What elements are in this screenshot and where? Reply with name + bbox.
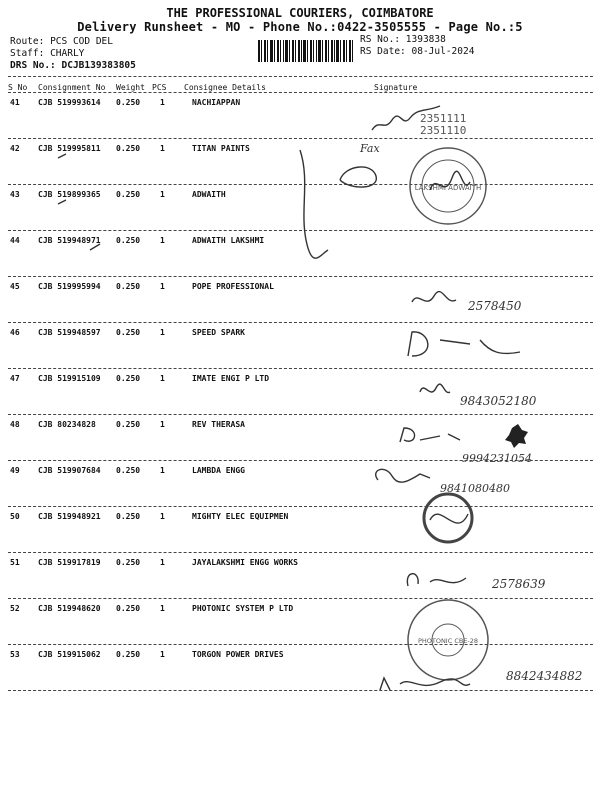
- row-consignment: CJB 519993614: [38, 98, 101, 107]
- row-consignment: CJB 519948971: [38, 236, 101, 245]
- row-weight: 0.250: [116, 282, 141, 291]
- row-pcs: 1: [160, 558, 165, 567]
- row-sno: 50: [10, 512, 20, 521]
- row-weight: 0.250: [116, 328, 141, 337]
- row-divider: [8, 644, 593, 645]
- row-sno: 41: [10, 98, 20, 107]
- phone-51: 2578639: [492, 577, 546, 591]
- row-pcs: 1: [160, 144, 165, 153]
- row-sno: 46: [10, 328, 20, 337]
- row-consignment: CJB 519948620: [38, 604, 101, 613]
- table-row: [8, 644, 593, 690]
- stamp-52-text: PHOTONIC CBE-28: [417, 637, 479, 645]
- rs-no-label: RS No.:: [360, 34, 401, 45]
- row-consignment: CJB 519915062: [38, 650, 101, 659]
- route-line: [10, 36, 113, 47]
- stamp-fax-text: Fax: [360, 142, 380, 155]
- row-pcs: 1: [160, 374, 165, 383]
- phone-47: 9843052180: [460, 394, 537, 408]
- table-row: [8, 414, 593, 460]
- row-weight: 0.250: [116, 98, 141, 107]
- row-consignee: JAYALAKSHMI ENGG WORKS: [192, 558, 298, 567]
- row-consignment: CJB 519899365: [38, 190, 101, 199]
- header-rule-top: [8, 76, 593, 77]
- phone-45: 2578450: [468, 299, 522, 313]
- row-sno: 49: [10, 466, 20, 475]
- table-row: [8, 368, 593, 414]
- row-divider: [8, 276, 593, 277]
- row-sno: 53: [10, 650, 20, 659]
- rs-date-label: RS Date:: [360, 46, 406, 57]
- row-divider: [8, 230, 593, 231]
- table-row: [8, 506, 593, 552]
- row-consignee: IMATE ENGI P LTD: [192, 374, 270, 383]
- table-row: [8, 322, 593, 368]
- row-divider: [8, 184, 593, 185]
- row-consignment: CJB 519917819: [38, 558, 101, 567]
- row-divider: [8, 552, 593, 553]
- table-row: [8, 552, 593, 598]
- table-row: [8, 276, 593, 322]
- col-pcs: PCS: [152, 83, 167, 92]
- row-divider: [8, 138, 593, 139]
- row-weight: 0.250: [116, 236, 141, 245]
- row-pcs: 1: [160, 328, 165, 337]
- drs-label: DRS No.:: [10, 60, 56, 71]
- row-consignee: NACHIAPPAN: [192, 98, 241, 107]
- row-weight: 0.250: [116, 420, 141, 429]
- row-consignment: CJB 519995994: [38, 282, 101, 291]
- row-consignee: SPEED SPARK: [192, 328, 245, 337]
- staff-line: [10, 48, 84, 59]
- row-sno: 52: [10, 604, 20, 613]
- staff-value: CHARLY: [50, 48, 85, 59]
- row-weight: 0.250: [116, 144, 141, 153]
- row-consignee: TORGON POWER DRIVES: [192, 650, 284, 659]
- row-pcs: 1: [160, 236, 165, 245]
- row-consignee: MIGHTY ELEC EQUIPMEN: [192, 512, 289, 521]
- row-weight: 0.250: [116, 604, 141, 613]
- drs-line: [10, 60, 136, 71]
- row-divider: [8, 414, 593, 415]
- col-consignee: Consignee Details: [184, 83, 266, 92]
- row-pcs: 1: [160, 650, 165, 659]
- col-signature: Signature: [374, 83, 418, 92]
- row-divider: [8, 460, 593, 461]
- row-weight: 0.250: [116, 190, 141, 199]
- table-row: [8, 230, 593, 276]
- col-consignment: Consignment No: [38, 83, 106, 92]
- rs-no-line: [360, 34, 446, 45]
- row-weight: 0.250: [116, 512, 141, 521]
- table-row: [8, 598, 593, 644]
- col-sno: S No: [8, 83, 28, 92]
- row-consignee: POPE PROFESSIONAL: [192, 282, 274, 291]
- row-consignment: CJB 519948597: [38, 328, 101, 337]
- row-divider: [8, 690, 593, 691]
- row-pcs: 1: [160, 466, 165, 475]
- col-weight: Weight: [116, 83, 145, 92]
- row-consignee: REV THERASA: [192, 420, 245, 429]
- row-sno: 45: [10, 282, 20, 291]
- row-pcs: 1: [160, 512, 165, 521]
- table-row: [8, 138, 593, 184]
- row-consignment: CJB 519907684: [38, 466, 101, 475]
- staff-label: Staff:: [10, 48, 45, 59]
- row-divider: [8, 322, 593, 323]
- phone-49: 9841080480: [440, 482, 510, 495]
- route-value: PCS COD DEL: [50, 36, 113, 47]
- row-consignee: LAMBDA ENGG: [192, 466, 245, 475]
- row-sno: 44: [10, 236, 20, 245]
- row-consignment: CJB 519948921: [38, 512, 101, 521]
- row-pcs: 1: [160, 604, 165, 613]
- row-weight: 0.250: [116, 374, 141, 383]
- row-consignment: CJB 80234828: [38, 420, 96, 429]
- row-weight: 0.250: [116, 558, 141, 567]
- row-consignee: PHOTONIC SYSTEM P LTD: [192, 604, 294, 613]
- phone-48: 9994231054: [462, 452, 532, 465]
- row-consignee: ADWAITH LAKSHMI: [192, 236, 265, 245]
- row-consignee: ADWAITH: [192, 190, 226, 199]
- stamp-43-text: LAKSHMI ADWAITH: [414, 184, 482, 192]
- row-pcs: 1: [160, 98, 165, 107]
- row-weight: 0.250: [116, 650, 141, 659]
- phone-53: 8842434882: [506, 669, 583, 683]
- row-pcs: 1: [160, 282, 165, 291]
- row-weight: 0.250: [116, 466, 141, 475]
- route-label: Route:: [10, 36, 45, 47]
- row-divider: [8, 368, 593, 369]
- row-sno: 47: [10, 374, 20, 383]
- row-consignee: TITAN PAINTS: [192, 144, 250, 153]
- row-sno: 42: [10, 144, 20, 153]
- barcode: [258, 40, 353, 62]
- row-sno: 43: [10, 190, 20, 199]
- stamp-phone-2: 2351110: [420, 124, 467, 137]
- runsheet-title: Delivery Runsheet - MO - Phone No.:0422-3505555 - Page No.:5: [77, 20, 523, 34]
- table-row: [8, 184, 593, 230]
- row-pcs: 1: [160, 420, 165, 429]
- rs-date-line: [360, 46, 474, 57]
- row-divider: [8, 598, 593, 599]
- row-sno: 48: [10, 420, 20, 429]
- stamp-phone-1: 2351111: [420, 112, 467, 125]
- row-divider: [8, 506, 593, 507]
- drs-value: DCJB139383805: [61, 60, 136, 71]
- row-consignment: CJB 519915109: [38, 374, 101, 383]
- table-row: [8, 460, 593, 506]
- row-pcs: 1: [160, 190, 165, 199]
- company-title: THE PROFESSIONAL COURIERS, COIMBATORE: [166, 6, 434, 20]
- table-row: [8, 92, 593, 138]
- row-sno: 51: [10, 558, 20, 567]
- rs-no-value: 1393838: [405, 34, 446, 45]
- rs-date-value: 08-Jul-2024: [411, 46, 475, 57]
- row-consignment: CJB 519995811: [38, 144, 101, 153]
